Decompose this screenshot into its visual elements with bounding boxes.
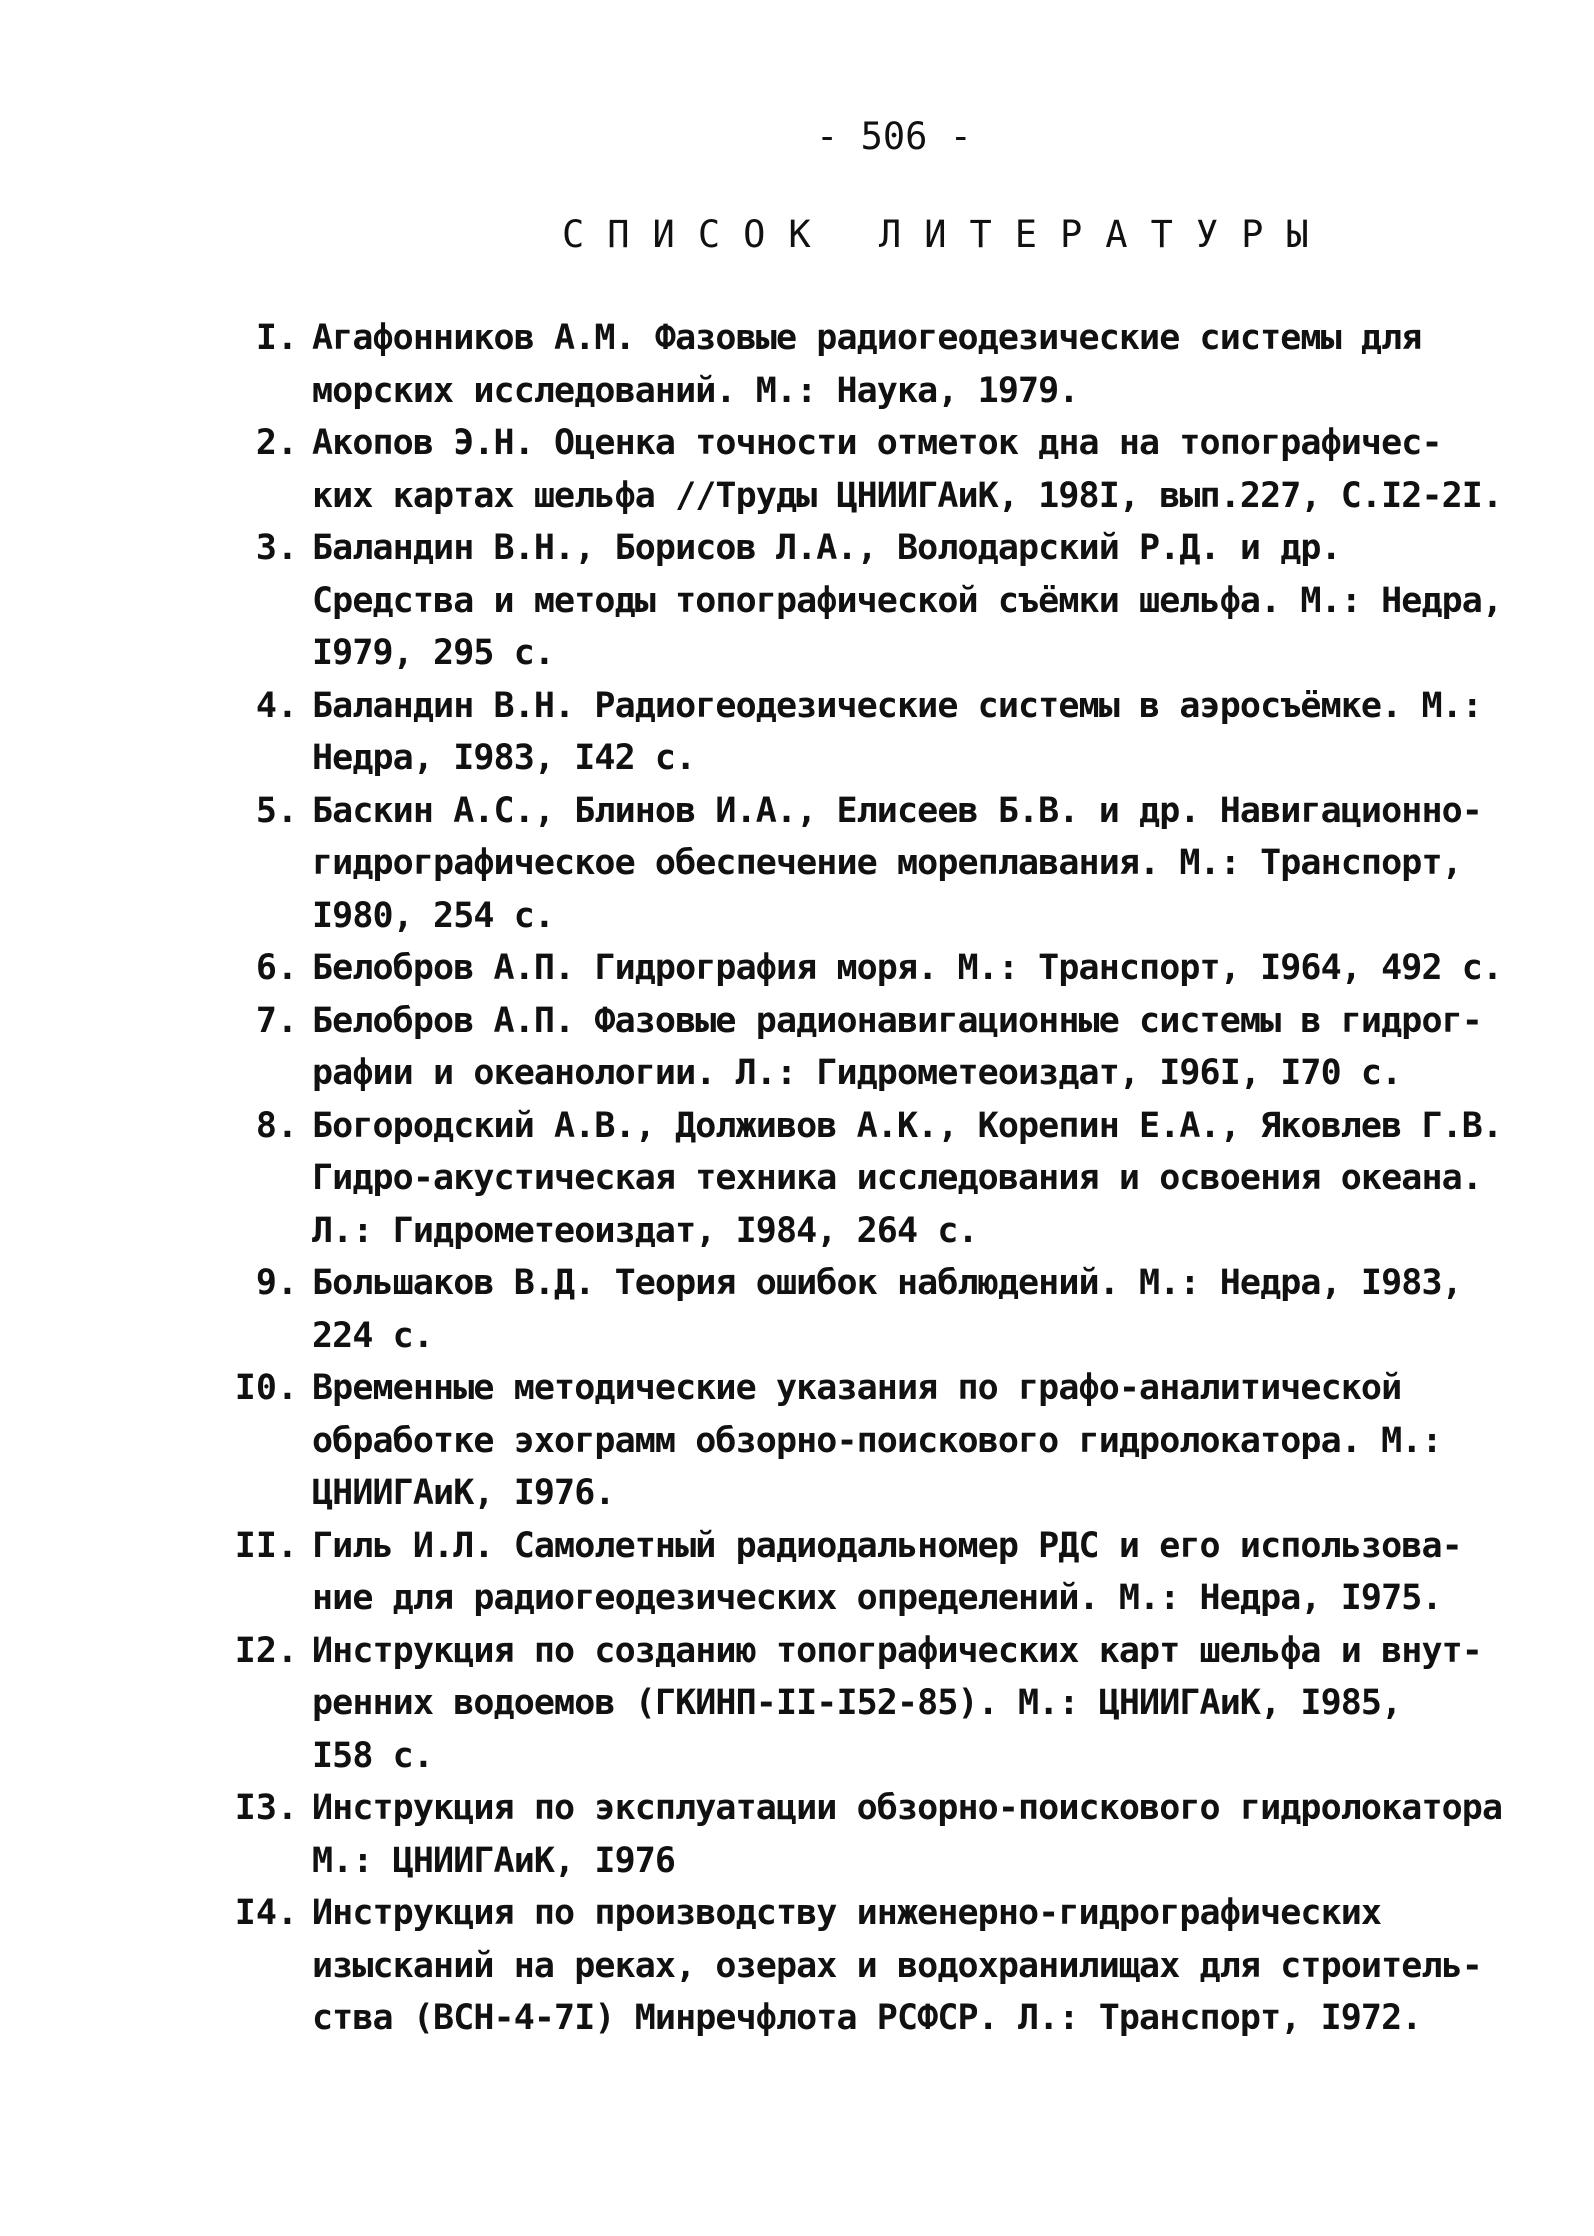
reference-text-line: ства (ВСН-4-7I) Минречфлота РСФСР. Л.: Транспорт, I972. [312, 1998, 1422, 2038]
reference-number: 8. [255, 1105, 298, 1146]
reference-text-line: Инструкция по эксплуатации обзорно-поискового гидролокатора [312, 1788, 1503, 1828]
reference-item [0, 1887, 1594, 2045]
page-title: СПИСОК ЛИТЕРАТУРЫ [562, 213, 1332, 256]
reference-item [0, 995, 1594, 1100]
reference-text-line: I58 с. [312, 1735, 434, 1776]
reference-text-line: Средства и методы топографической съёмки шельфа. М.: Недра, [312, 580, 1503, 621]
reference-number: 9. [255, 1263, 298, 1303]
reference-text-line: I980, 254 с. [312, 895, 555, 936]
reference-number: I2. [234, 1630, 298, 1671]
reference-text-line: гидрографическое обеспечение мореплавания. М.: Транспорт, [312, 843, 1462, 883]
reference-item [0, 1782, 1594, 1887]
reference-number: 3. [255, 528, 298, 568]
reference-text-line: I979, 295 с. [312, 633, 555, 673]
reference-text-line: обработке эхограмм обзорно-поискового гидролокатора. М.: [312, 1420, 1442, 1461]
reference-number: 6. [255, 948, 298, 988]
reference-item [0, 680, 1594, 785]
reference-text-line: Гиль И.Л. Самолетный радиодальномер РДС и его использова- [312, 1525, 1462, 1566]
reference-item [0, 312, 1594, 417]
reference-number: 5. [255, 790, 298, 831]
reference-text-line: 224 с. [312, 1315, 434, 1356]
reference-number: I3. [234, 1788, 298, 1828]
reference-number: 4. [255, 685, 298, 726]
reference-number: II. [234, 1525, 298, 1566]
reference-text-line: Недра, I983, I42 с. [312, 738, 696, 778]
reference-text-line: морских исследований. М.: Наука, 1979. [312, 370, 1079, 411]
reference-number: 7. [255, 1000, 298, 1041]
reference-item [0, 785, 1594, 943]
reference-number: I4. [234, 1893, 298, 1933]
reference-text-line: Агафонников А.М. Фазовые радиогеодезические системы для [312, 318, 1422, 358]
reference-text-line: Инструкция по производству инженерно-гидрографических [312, 1893, 1382, 1933]
reference-text-line: Гидро-акустическая техника исследования и освоения океана. [312, 1158, 1482, 1198]
reference-number: I. [255, 318, 298, 358]
reference-item [0, 1257, 1594, 1362]
reference-item [0, 1100, 1594, 1258]
reference-text-line: Баландин В.Н., Борисов Л.А., Володарский Р.Д. и др. [312, 528, 1341, 568]
reference-text-line: ние для радиогеодезических определений. М.: Недра, I975. [312, 1578, 1442, 1618]
reference-text-line: Баландин В.Н. Радиогеодезические системы в аэросъёмке. М.: [312, 685, 1482, 726]
reference-text-line: М.: ЦНИИГАиК, I976 [312, 1840, 676, 1881]
reference-number: 2. [255, 423, 298, 463]
reference-item [0, 1625, 1594, 1783]
reference-item [0, 1362, 1594, 1520]
reference-text-line: Л.: Гидрометеоиздат, I984, 264 с. [312, 1210, 978, 1251]
reference-text-line: рафии и океанологии. Л.: Гидрометеоиздат, I96I, I70 с. [312, 1053, 1402, 1093]
page-number: - 506 - [816, 115, 972, 158]
reference-text-line: Инструкция по созданию топографических карт шельфа и внут- [312, 1630, 1482, 1671]
reference-text-line: Белобров А.П. Гидрография моря. М.: Транспорт, I964, 492 с. [312, 948, 1503, 988]
reference-number: I0. [234, 1368, 298, 1408]
reference-item [0, 942, 1594, 995]
reference-text-line: Белобров А.П. Фазовые радионавигационные системы в гидрог- [312, 1000, 1482, 1041]
reference-item [0, 1520, 1594, 1625]
reference-text-line: Баскин А.С., Блинов И.А., Елисеев Б.В. и др. Навигационно- [312, 790, 1482, 831]
reference-list [0, 312, 1594, 2045]
reference-text-line: Акопов Э.Н. Оценка точности отметок дна на топографичес- [312, 423, 1442, 463]
reference-text-line: изысканий на реках, озерах и водохранилищах для строитель- [312, 1945, 1482, 1986]
reference-text-line: Большаков В.Д. Теория ошибок наблюдений. М.: Недра, I983, [312, 1263, 1462, 1303]
reference-text-line: ренних водоемов (ГКИНП-II-I52-85). М.: ЦНИИГАиК, I985, [312, 1683, 1402, 1723]
reference-text-line: Богородский А.В., Долживов А.К., Корепин Е.А., Яковлев Г.В. [312, 1105, 1503, 1146]
reference-item [0, 522, 1594, 680]
reference-text-line: ЦНИИГАиК, I976. [312, 1473, 615, 1513]
reference-text-line: Временные методические указания по графо-аналитической [312, 1368, 1402, 1408]
reference-item [0, 417, 1594, 522]
reference-text-line: ких картах шельфа //Труды ЦНИИГАиК, 198I, вып.227, С.I2-2I. [312, 475, 1503, 516]
